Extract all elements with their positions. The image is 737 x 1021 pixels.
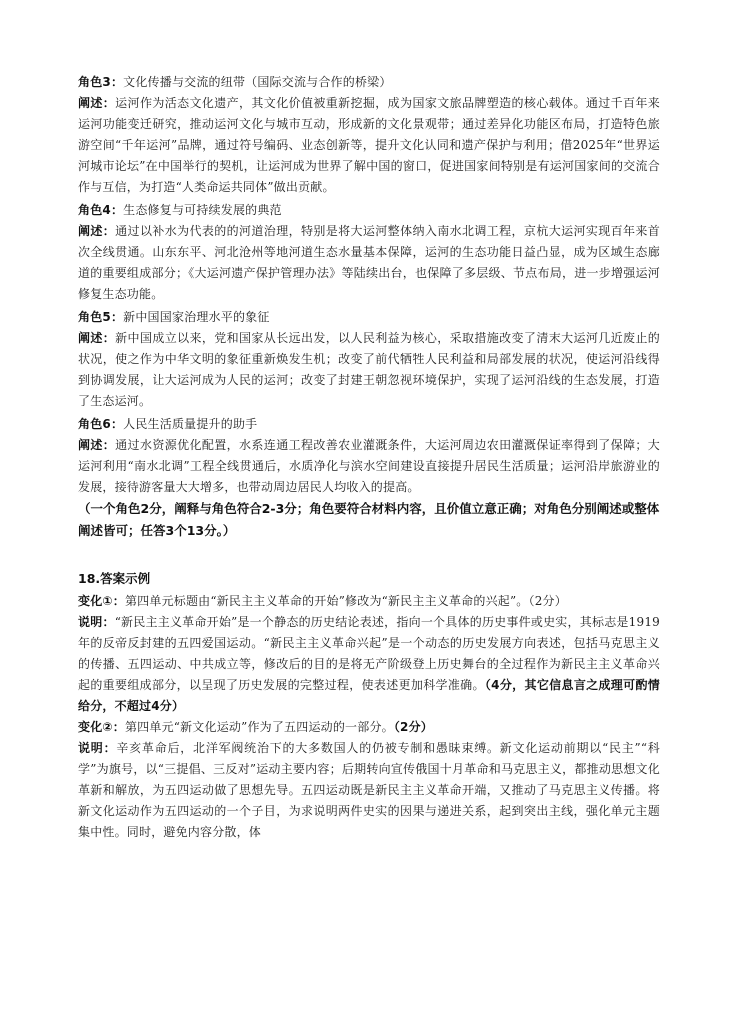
description-text: 通过以补水为代表的的河道治理，特别是将大运河整体纳入南水北调工程，京杭大运河实现百年来首次全线贯通。山东东平、河北沧州等地河道生态水量基本保障，运河的生态功能日益凸显，成为区域生态廊道的重要组成部分；《大运河遗产保护管理办法》等陆续出台，也保障了多层级、节点布局，进一步增强运河修复生态功能。	[78, 224, 660, 301]
change-2-score: （2分）	[393, 720, 433, 734]
role-heading	[78, 200, 660, 221]
description-text: 新中国成立以来，党和国家从长远出发，以人民利益为核心，采取措施改变了清末大运河几近废止的状况，使之作为中华文明的象征重新焕发生机；改变了前代牺牲人民利益和局部发展的状况，使运河沿线得到协调发展，让大运河成为人民的运河；改变了封建王朝忽视环境保护，实现了运河沿线的生态发展，打造了生态运河。	[78, 331, 660, 408]
explanation-1-text: “新民主主义革命开始”是一个静态的历史结论表述，指向一个具体的历史事件或史实，其标志是1919年的反帝反封建的五四爱国运动。“新民主主义革命兴起”是一个动态的历史发展方向表述，包括马克思主义的传播、五四运动、中共成立等，修改后的目的是将无产阶级登上历史舞台的全过程作为新民主主义革命兴起的重要组成部分，以呈现了历史发展的完整过程，使表述更加科学准确。	[78, 615, 660, 692]
role-description	[78, 328, 660, 412]
role-description	[78, 93, 660, 198]
description-label: 阐述：	[78, 224, 116, 238]
role-title: 文化传播与交流的纽带（国际交流与合作的桥梁）	[123, 75, 392, 89]
change-2	[78, 717, 660, 738]
role-label: 角色6：	[78, 417, 124, 431]
role-label: 角色3：	[78, 75, 124, 89]
explanation-2	[78, 738, 660, 843]
role-heading	[78, 307, 660, 328]
description-label: 阐述：	[78, 438, 116, 452]
role-label: 角色4：	[78, 203, 124, 217]
change-2-text: 第四单元“新文化运动”作为了五四运动的一部分。	[124, 720, 394, 734]
role-6	[78, 414, 660, 498]
description-label: 阐述：	[78, 331, 116, 345]
role-heading	[78, 72, 660, 93]
role-description	[78, 221, 660, 305]
role-title: 新中国国家治理水平的象征	[123, 310, 270, 324]
role-title: 人民生活质量提升的助手	[123, 417, 258, 431]
explanation-1-score: （4分，其它信息言之成理可酌情给分，不超过4分）	[78, 678, 660, 713]
change-1-text: 第四单元标题由“新民主主义革命的开始”修改为“新民主主义革命的兴起”。（2分）	[124, 594, 567, 608]
role-description	[78, 435, 660, 498]
explanation-1-label: 说明：	[78, 615, 115, 629]
explanation-1	[78, 612, 660, 717]
role-heading	[78, 414, 660, 435]
description-label: 阐述：	[78, 96, 116, 110]
description-text: 通过水资源优化配置，水系连通工程改善农业灌溉条件，大运河周边农田灌溉保证率得到了保障；大运河利用“南水北调”工程全线贯通后，水质净化与滨水空间建设直接提升居民生活质量；运河沿岸旅游业的发展，接待游客量大大增多，也带动周边居民人均收入的提高。	[78, 438, 660, 494]
role-5	[78, 307, 660, 412]
scoring-note: （一个角色2分，阐释与角色符合2-3分；角色要符合材料内容，且价值立意正确；对角色分别阐述或整体阐述皆可；任答3个13分。）	[78, 501, 660, 538]
role-label: 角色5：	[78, 310, 124, 324]
explanation-2-label: 说明：	[78, 741, 117, 755]
role-4	[78, 200, 660, 305]
description-text: 运河作为活态文化遗产，其文化价值被重新挖掘，成为国家文旅品牌塑造的核心载体。通过千百年来运河功能变迁研究，推动运河文化与城市互动，形成新的文化景观带；通过差异化功能区布局，打造特色旅游空间“千年运河”品牌，通过符号编码、业态创新等，提升文化认同和遗产保护与利用；借2025年“世界运河城市论坛”在中国举行的契机，让运河成为世界了解中国的窗口，促进国家间特别是有运河国家间的交流合作与互信，为打造“人类命运共同体”做出贡献。	[78, 96, 660, 194]
change-1-label: 变化①：	[78, 594, 125, 608]
explanation-2-text: 辛亥革命后，北洋军阀统治下的大多数国人的仍被专制和愚昧束缚。新文化运动前期以“民主”“科学”为旗号，以“三提倡、三反对”运动主要内容；后期转向宣传俄国十月革命和马克思主义，都推动思想文化革新和解放，为五四运动做了思想先导。五四运动既是新民主主义革命开端，又推动了马克思主义传播。将新文化运动作为五四运动的一个子目，为求说明两件史实的因果与递进关系，起到突出主线，强化单元主题集中性。同时，避免内容分散，体	[78, 741, 660, 839]
role-3	[78, 72, 660, 198]
change-2-label: 变化②：	[78, 720, 125, 734]
change-1	[78, 591, 660, 612]
role-title: 生态修复与可持续发展的典范	[123, 203, 282, 217]
document-page	[78, 70, 660, 843]
question-18-title: 18.答案示例	[78, 571, 151, 586]
